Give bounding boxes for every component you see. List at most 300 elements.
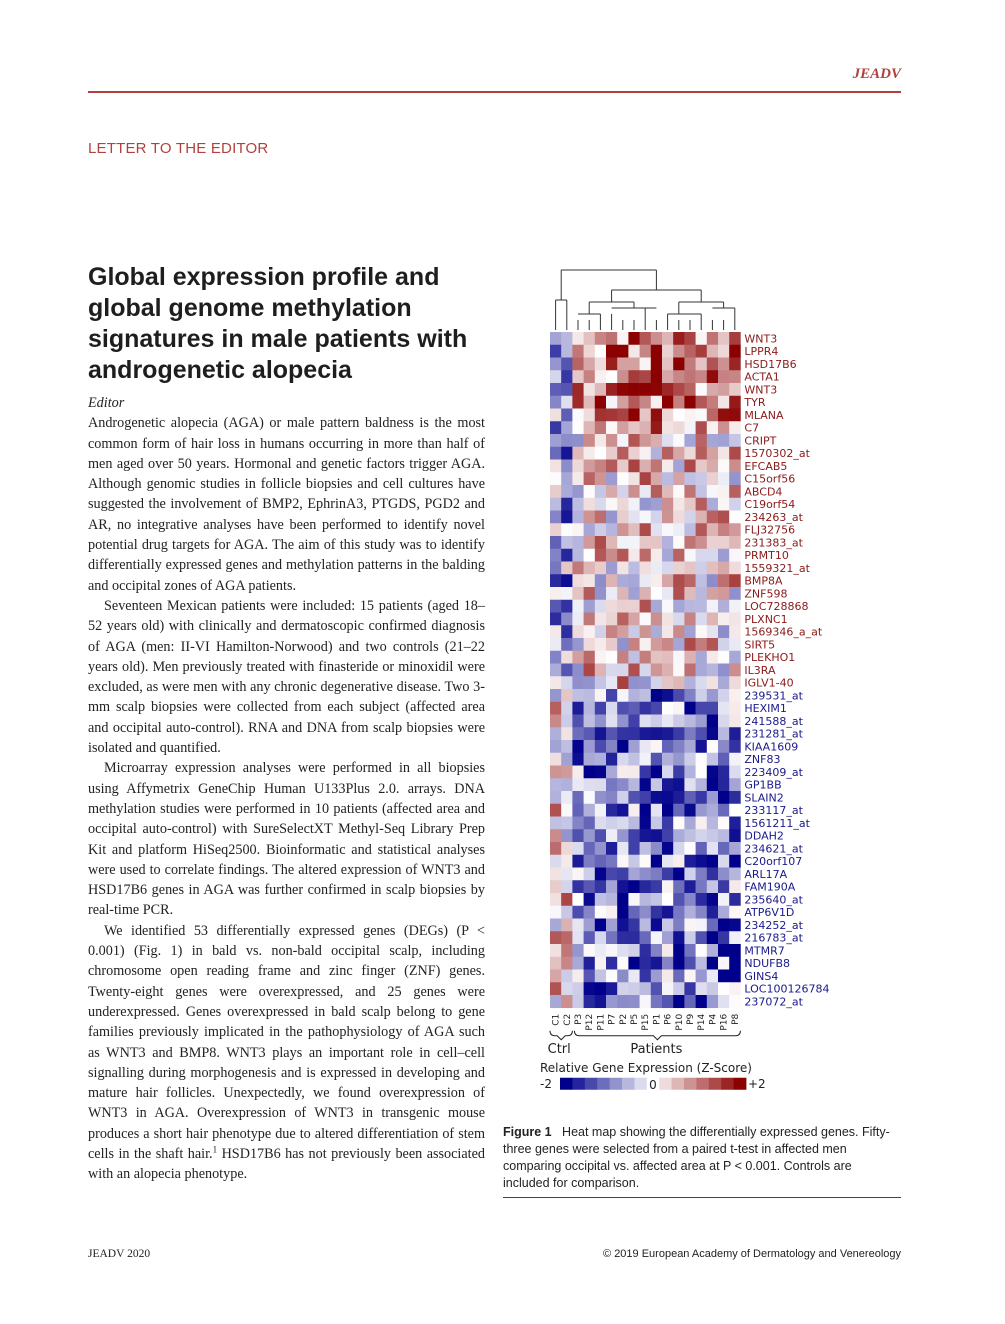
heatmap-cell: [561, 409, 573, 422]
heatmap-cell: [572, 944, 584, 957]
heatmap-cell: [718, 970, 730, 983]
gene-label: DDAH2: [744, 829, 784, 843]
heatmap-cell: [584, 982, 596, 995]
heatmap-cell: [640, 523, 652, 536]
heatmap-cell: [584, 358, 596, 371]
gene-label: 1559321_at: [744, 561, 810, 575]
heatmap-cell: [628, 472, 640, 485]
heatmap-cell: [628, 676, 640, 689]
heatmap-cell: [561, 498, 573, 511]
heatmap-cell: [595, 345, 607, 358]
heatmap-cell: [561, 370, 573, 383]
heatmap-cell: [640, 727, 652, 740]
heatmap-cell: [561, 332, 573, 345]
reference-1[interactable]: 1: [212, 1144, 218, 1155]
heatmap-cell: [617, 485, 629, 498]
heatmap-cell: [729, 804, 741, 817]
heatmap-cell: [561, 855, 573, 868]
heatmap-cell: [561, 638, 573, 651]
heatmap-cell: [718, 498, 730, 511]
heatmap-cell: [606, 855, 618, 868]
heatmap-cell: [707, 664, 719, 677]
heatmap-cell: [640, 804, 652, 817]
heatmap-cell: [729, 893, 741, 906]
heatmap-cell: [673, 358, 685, 371]
heatmap-cell: [662, 587, 674, 600]
heatmap-cell: [718, 396, 730, 409]
heatmap-cell: [696, 472, 708, 485]
heatmap-cell: [550, 511, 562, 524]
heatmap-cell: [572, 523, 584, 536]
heatmap-cell: [662, 829, 674, 842]
heatmap-cell: [550, 587, 562, 600]
heatmap-cell: [640, 957, 652, 970]
heatmap-cell: [696, 791, 708, 804]
heatmap-cell: [707, 931, 719, 944]
heatmap-cell: [718, 791, 730, 804]
heatmap-cell: [561, 727, 573, 740]
heatmap-cell: [628, 345, 640, 358]
heatmap-cell: [662, 766, 674, 779]
heatmap-cell: [572, 740, 584, 753]
heatmap-cell: [696, 944, 708, 957]
heatmap-cell: [572, 880, 584, 893]
heatmap-cell: [696, 931, 708, 944]
heatmap-cell: [606, 370, 618, 383]
gene-label: WNT3: [744, 383, 778, 397]
heatmap-cell: [628, 651, 640, 664]
heatmap-cell: [561, 574, 573, 587]
heatmap-cell: [729, 600, 741, 613]
gene-label: PLEKHO1: [744, 651, 796, 664]
heatmap-cell: [707, 970, 719, 983]
heatmap-cell: [696, 727, 708, 740]
heatmap-cell: [729, 880, 741, 893]
heatmap-cell: [595, 689, 607, 702]
heatmap-cell: [628, 804, 640, 817]
heatmap-cell: [662, 982, 674, 995]
heatmap-cell: [628, 370, 640, 383]
heatmap-cell: [595, 447, 607, 460]
heatmap-cell: [707, 409, 719, 422]
heatmap-cell: [617, 727, 629, 740]
heatmap-cell: [640, 485, 652, 498]
heatmap-cell: [640, 893, 652, 906]
heatmap-cell: [696, 523, 708, 536]
heatmap-cell: [707, 791, 719, 804]
heatmap-cell: [707, 753, 719, 766]
heatmap-cell: [707, 880, 719, 893]
heatmap-cell: [640, 638, 652, 651]
heatmap-cell: [662, 970, 674, 983]
heatmap-cell: [729, 549, 741, 562]
heatmap-cell: [617, 995, 629, 1008]
heatmap-cell: [628, 970, 640, 983]
heatmap-cell: [662, 485, 674, 498]
heatmap-cell: [662, 893, 674, 906]
heatmap-cell: [561, 944, 573, 957]
paragraph-2: Seventeen Mexican patients were included: 15 patients (aged 18–52 years old) with clinically and dermatoscopic confirmed diagnosis of AGA (men: II-VI Hamilton-Norwood) and two controls (21–22 years old). Men previously treated with finasteride or minoxidil were excluded, as were men with any chronic degenerative disease. Two 3-mm scalp biopsies were collected from each subject (affected area and occipital auto-control). RNA and DNA from scalp biopsies were isolated and quantified.: [88, 597, 485, 757]
heatmap-cell: [572, 829, 584, 842]
gene-label: 231281_at: [744, 727, 803, 741]
heatmap-cell: [561, 766, 573, 779]
heatmap-cell: [684, 970, 696, 983]
gene-label: LOC728868: [744, 600, 809, 613]
heatmap-cell: [707, 715, 719, 728]
heatmap-cell: [696, 421, 708, 434]
heatmap-cell: [617, 868, 629, 881]
heatmap-cell: [584, 460, 596, 473]
gene-label: HEXIM1: [744, 702, 787, 715]
heatmap-cell: [606, 957, 618, 970]
heatmap-cell: [673, 893, 685, 906]
heatmap-cell: [696, 345, 708, 358]
heatmap-cell: [550, 906, 562, 919]
legend-swatch: [560, 1078, 573, 1090]
heatmap-cell: [662, 370, 674, 383]
heatmap-cell: [651, 523, 663, 536]
heatmap-cell: [651, 982, 663, 995]
heatmap-cell: [640, 817, 652, 830]
heatmap-cell: [662, 409, 674, 422]
heatmap-cell: [662, 472, 674, 485]
legend-swatch: [659, 1078, 672, 1090]
gene-label: C7: [744, 421, 760, 435]
heatmap-cell: [729, 906, 741, 919]
heatmap-cell: [662, 740, 674, 753]
heatmap-cell: [561, 778, 573, 791]
gene-label: LPPR4: [744, 345, 779, 358]
heatmap-cell: [617, 893, 629, 906]
heatmap-cell: [707, 868, 719, 881]
heatmap-cell: [684, 447, 696, 460]
heatmap-cell: [729, 613, 741, 626]
heatmap-cell: [561, 625, 573, 638]
gene-label: ATP6V1D: [744, 906, 795, 919]
heatmap-cell: [673, 613, 685, 626]
heatmap-cell: [572, 332, 584, 345]
heatmap-cell: [696, 409, 708, 422]
heatmap-cell: [718, 536, 730, 549]
heatmap-cell: [640, 664, 652, 677]
heatmap-cell: [696, 485, 708, 498]
journal-header: JEADV: [852, 66, 901, 82]
heatmap-cell: [561, 982, 573, 995]
heatmap-cell: [651, 370, 663, 383]
heatmap-cell: [561, 613, 573, 626]
heatmap-cell: [561, 472, 573, 485]
heatmap-cell: [662, 549, 674, 562]
heatmap-cell: [696, 715, 708, 728]
heatmap-cell: [684, 995, 696, 1008]
heatmap-cell: [550, 919, 562, 932]
heatmap-cell: [651, 651, 663, 664]
heatmap-cell: [584, 549, 596, 562]
column-label: P6: [663, 1013, 674, 1025]
heatmap-cell: [684, 345, 696, 358]
heatmap-cell: [662, 421, 674, 434]
heatmap-cell: [640, 434, 652, 447]
heatmap-cell: [561, 549, 573, 562]
heatmap-cell: [651, 638, 663, 651]
heatmap-cell: [707, 804, 719, 817]
heatmap-cell: [628, 434, 640, 447]
heatmap-cell: [673, 434, 685, 447]
heatmap-cell: [617, 460, 629, 473]
caption-text: Heat map showing the differentially expressed genes. Fifty-three genes were selected from a paired t-test in affected men comparing occipital vs. affected area at P < 0.001. Controls are included for comparison.: [503, 1125, 890, 1190]
heatmap-cell: [673, 549, 685, 562]
heatmap-cell: [640, 421, 652, 434]
gene-label: 235640_at: [744, 893, 803, 907]
heatmap-cell: [662, 332, 674, 345]
heatmap-cell: [595, 549, 607, 562]
heatmap-cell: [640, 498, 652, 511]
heatmap-cell: [707, 957, 719, 970]
heatmap-cell: [640, 511, 652, 524]
heatmap-cell: [707, 982, 719, 995]
heatmap-cell: [662, 664, 674, 677]
heatmap-cell: [729, 842, 741, 855]
heatmap-cell: [651, 574, 663, 587]
gene-label: LOC100126784: [744, 982, 830, 996]
heatmap-cell: [651, 740, 663, 753]
heatmap-cell: [729, 409, 741, 422]
editor-salutation: Editor: [88, 395, 125, 411]
heatmap-cell: [662, 460, 674, 473]
heatmap-cell: [584, 804, 596, 817]
heatmap-cell: [584, 562, 596, 575]
column-label: P9: [686, 1013, 696, 1025]
heatmap-cell: [595, 587, 607, 600]
heatmap-cell: [572, 689, 584, 702]
heatmap-cell: [550, 638, 562, 651]
heatmap-cell: [584, 485, 596, 498]
heatmap-cell: [718, 766, 730, 779]
heatmap-cell: [584, 919, 596, 932]
heatmap-cell: [684, 498, 696, 511]
heatmap-cell: [606, 804, 618, 817]
heatmap-cell: [696, 868, 708, 881]
heatmap-cell: [651, 358, 663, 371]
heatmap-cell: [651, 957, 663, 970]
heatmap-cell: [617, 434, 629, 447]
heatmap-cell: [640, 613, 652, 626]
heatmap-cell: [729, 498, 741, 511]
section-label: LETTER TO THE EDITOR: [88, 140, 269, 157]
heatmap-cell: [718, 906, 730, 919]
heatmap-cell: [718, 638, 730, 651]
heatmap-cell: [606, 587, 618, 600]
gene-label: HSD17B6: [744, 357, 797, 371]
heatmap-cell: [606, 485, 618, 498]
heatmap-cell: [617, 638, 629, 651]
heatmap-cell: [707, 358, 719, 371]
column-label: P16: [719, 1013, 730, 1031]
heatmap-cell: [673, 536, 685, 549]
heatmap-cell: [628, 944, 640, 957]
heatmap-cell: [550, 460, 562, 473]
heatmap-cell: [684, 957, 696, 970]
heatmap-cell: [640, 740, 652, 753]
heatmap-cell: [696, 498, 708, 511]
heatmap-cell: [617, 817, 629, 830]
heatmap-cell: [729, 396, 741, 409]
heatmap-cell: [606, 511, 618, 524]
heatmap-cell: [651, 753, 663, 766]
heatmap-cell: [561, 880, 573, 893]
heatmap-cell: [584, 727, 596, 740]
heatmap-cell: [550, 957, 562, 970]
heatmap-cell: [651, 460, 663, 473]
heatmap-cell: [584, 651, 596, 664]
heatmap-cell: [729, 587, 741, 600]
legend-swatch: [597, 1078, 610, 1090]
heatmap-cell: [561, 421, 573, 434]
heatmap-cell: [595, 715, 607, 728]
heatmap-cell: [584, 600, 596, 613]
heatmap-cell: [628, 536, 640, 549]
heatmap-cell: [651, 562, 663, 575]
heatmap-cell: [628, 421, 640, 434]
heatmap-cell: [628, 817, 640, 830]
heatmap-cell: [595, 970, 607, 983]
heatmap-cell: [617, 842, 629, 855]
gene-label: NDUFB8: [744, 957, 791, 970]
heatmap-cell: [584, 574, 596, 587]
heatmap-cell: [606, 434, 618, 447]
heatmap-cell: [707, 536, 719, 549]
heatmap-cell: [718, 778, 730, 791]
heatmap-cell: [673, 447, 685, 460]
heatmap-cell: [718, 562, 730, 575]
heatmap-cell: [628, 409, 640, 422]
heatmap-cell: [584, 880, 596, 893]
heatmap-cell: [707, 472, 719, 485]
heatmap-cell: [595, 600, 607, 613]
heatmap-cell: [673, 817, 685, 830]
heatmap-cell: [696, 370, 708, 383]
heatmap-cell: [718, 855, 730, 868]
heatmap-cell: [673, 880, 685, 893]
gene-label: GINS4: [744, 969, 779, 983]
heatmap-cell: [606, 638, 618, 651]
heatmap-cell: [729, 574, 741, 587]
heatmap-cell: [651, 613, 663, 626]
heatmap-cell: [584, 421, 596, 434]
heatmap-cell: [640, 600, 652, 613]
heatmap-cell: [550, 345, 562, 358]
heatmap-cell: [572, 638, 584, 651]
heatmap-cell: [718, 664, 730, 677]
gene-label: 237072_at: [744, 995, 803, 1009]
heatmap-cell: [718, 383, 730, 396]
heatmap-cell: [550, 600, 562, 613]
heatmap-cell: [662, 778, 674, 791]
heatmap-cell: [729, 523, 741, 536]
heatmap-cell: [550, 562, 562, 575]
heatmap-cell: [707, 766, 719, 779]
heatmap-cell: [707, 817, 719, 830]
heatmap-cell: [550, 817, 562, 830]
heatmap-cell: [628, 880, 640, 893]
gene-label: 216783_at: [744, 931, 803, 945]
gene-label: GP1BB: [744, 778, 782, 792]
heatmap-cell: [729, 766, 741, 779]
heatmap-cell: [572, 536, 584, 549]
heatmap-cell: [673, 511, 685, 524]
heatmap-cell: [673, 638, 685, 651]
heatmap-cell: [718, 753, 730, 766]
heatmap-cell: [550, 740, 562, 753]
heatmap-cell: [628, 957, 640, 970]
heatmap-cell: [696, 358, 708, 371]
heatmap-cell: [684, 931, 696, 944]
heatmap-cell: [561, 740, 573, 753]
heatmap-cell: [707, 434, 719, 447]
gene-label: ACTA1: [744, 370, 780, 384]
heatmap-cell: [651, 511, 663, 524]
heatmap-cell: [651, 689, 663, 702]
heatmap-cell: [606, 868, 618, 881]
heatmap-cell: [718, 409, 730, 422]
heatmap-cell: [572, 868, 584, 881]
heatmap-cell: [651, 625, 663, 638]
heatmap-cell: [651, 727, 663, 740]
heatmap-cell: [662, 523, 674, 536]
gene-label: FLJ32756: [744, 523, 796, 537]
heatmap-cell: [673, 523, 685, 536]
heatmap-cell: [696, 625, 708, 638]
heatmap-cell: [617, 447, 629, 460]
heatmap-cell: [729, 638, 741, 651]
heatmap-cell: [651, 345, 663, 358]
gene-label: KIAA1609: [744, 740, 799, 754]
heatmap-cell: [617, 409, 629, 422]
heatmap-cell: [718, 600, 730, 613]
heatmap-cell: [561, 919, 573, 932]
heatmap-cell: [584, 702, 596, 715]
heatmap-cell: [640, 689, 652, 702]
heatmap-cell: [696, 651, 708, 664]
heatmap-cell: [673, 868, 685, 881]
heatmap-cell: [617, 766, 629, 779]
heatmap-cell: [584, 778, 596, 791]
heatmap-cell: [572, 664, 584, 677]
heatmap-cell: [662, 957, 674, 970]
heatmap-cell: [595, 919, 607, 932]
heatmap-cell: [729, 434, 741, 447]
heatmap-cell: [718, 931, 730, 944]
heatmap-cell: [617, 778, 629, 791]
heatmap-cell: [651, 536, 663, 549]
heatmap-cell: [651, 817, 663, 830]
heatmap-cell: [651, 880, 663, 893]
caption-label: Figure 1: [503, 1125, 552, 1139]
heatmap-cell: [696, 549, 708, 562]
heatmap-cell: [617, 472, 629, 485]
heatmap-cell: [640, 766, 652, 779]
heatmap-cell: [684, 727, 696, 740]
heatmap-cell: [628, 358, 640, 371]
heatmap-cell: [651, 434, 663, 447]
heatmap-cell: [628, 383, 640, 396]
heatmap-cell: [550, 332, 562, 345]
heatmap-cell: [684, 613, 696, 626]
heatmap-cell: [572, 753, 584, 766]
column-label: P4: [708, 1013, 719, 1025]
heatmap-cell: [606, 906, 618, 919]
heatmap-cell: [550, 880, 562, 893]
